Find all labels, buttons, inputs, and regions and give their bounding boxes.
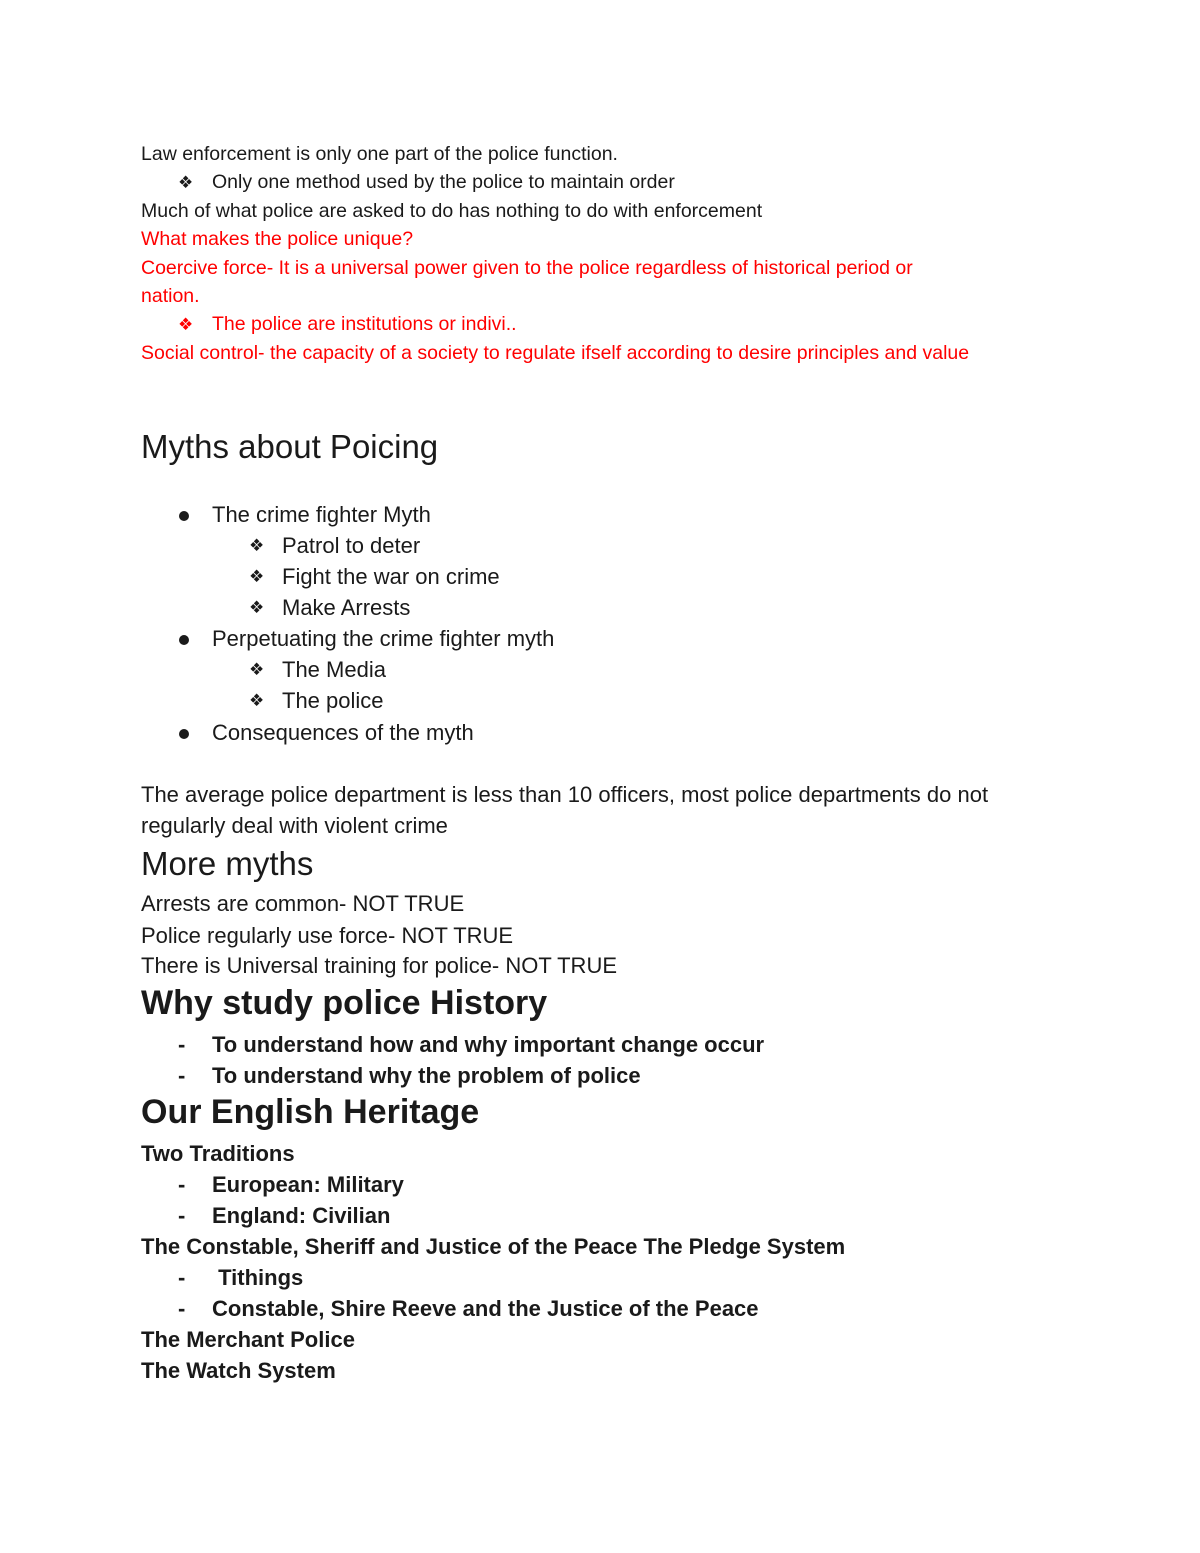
- dash-bullet-icon: -: [178, 1032, 186, 1057]
- constable-line: The Constable, Sheriff and Justice of the Peace The Pledge System: [141, 1234, 846, 1259]
- diamond-bullet-icon: ❖: [249, 598, 265, 617]
- institutions-bullet: The police are institutions or indivi..: [212, 313, 517, 335]
- intro-bullet-1: Only one method used by the police to maintain order: [212, 171, 675, 193]
- myth-item-2: Perpetuating the crime fighter myth: [212, 626, 555, 651]
- why-study-heading: Why study police History: [141, 984, 548, 1022]
- myth-sub-2-1: The Media: [282, 657, 386, 682]
- myth-item-3: Consequences of the myth: [212, 720, 474, 745]
- dash-bullet-icon: -: [178, 1203, 186, 1228]
- coercive-force-line-a: Coercive force- It is a universal power given to the police regardless of historical period or: [141, 257, 913, 279]
- diamond-bullet-icon: ❖: [178, 315, 194, 334]
- social-control-line: Social control- the capacity of a society to regulate ifself according to desire principles and value: [141, 342, 970, 364]
- diamond-bullet-icon: ❖: [249, 691, 265, 710]
- myths-paragraph-b: regularly deal with violent crime: [141, 813, 448, 838]
- intro-line-2: Much of what police are asked to do has nothing to do with enforcement: [141, 200, 763, 222]
- diamond-bullet-icon: ❖: [178, 173, 194, 192]
- myth-sub-1-1: Patrol to deter: [282, 533, 421, 558]
- myths-paragraph-a: The average police department is less than 10 officers, most police departments do not: [141, 782, 989, 807]
- tradition-item: England: Civilian: [212, 1203, 391, 1228]
- dash-bullet-icon: -: [178, 1265, 186, 1290]
- more-myths-line: Arrests are common- NOT TRUE: [141, 891, 465, 916]
- dash-bullet-icon: -: [178, 1172, 186, 1197]
- coercive-force-line-b: nation.: [141, 285, 200, 307]
- constable-item: Constable, Shire Reeve and the Justice of the Peace: [212, 1296, 759, 1321]
- myths-heading: Myths about Poicing: [141, 428, 439, 465]
- more-myths-heading: More myths: [141, 845, 314, 882]
- bullet-dot-icon: [179, 635, 189, 645]
- diamond-bullet-icon: ❖: [249, 660, 265, 679]
- myth-item-1: The crime fighter Myth: [212, 502, 431, 527]
- tradition-item: European: Military: [212, 1172, 404, 1197]
- why-study-item: To understand how and why important change occur: [212, 1032, 765, 1057]
- heritage-heading: Our English Heritage: [141, 1093, 480, 1131]
- intro-line-1: Law enforcement is only one part of the police function.: [141, 143, 618, 165]
- watch-system-line: The Watch System: [141, 1358, 336, 1383]
- diamond-bullet-icon: ❖: [249, 567, 265, 586]
- bullet-dot-icon: [179, 511, 189, 521]
- unique-question: What makes the police unique?: [141, 228, 414, 250]
- why-study-item: To understand why the problem of police: [212, 1063, 641, 1088]
- diamond-bullet-icon: ❖: [249, 536, 265, 555]
- myth-sub-1-2: Fight the war on crime: [282, 564, 500, 589]
- myth-sub-1-3: Make Arrests: [282, 595, 411, 620]
- more-myths-line: There is Universal training for police- NOT TRUE: [141, 953, 618, 978]
- bullet-dot-icon: [179, 729, 189, 739]
- dash-bullet-icon: -: [178, 1296, 186, 1321]
- more-myths-line: Police regularly use force- NOT TRUE: [141, 923, 514, 948]
- myth-sub-2-2: The police: [282, 688, 384, 713]
- two-traditions-label: Two Traditions: [141, 1141, 295, 1166]
- constable-item: Tithings: [212, 1265, 304, 1290]
- merchant-police-line: The Merchant Police: [141, 1327, 355, 1352]
- dash-bullet-icon: -: [178, 1063, 186, 1088]
